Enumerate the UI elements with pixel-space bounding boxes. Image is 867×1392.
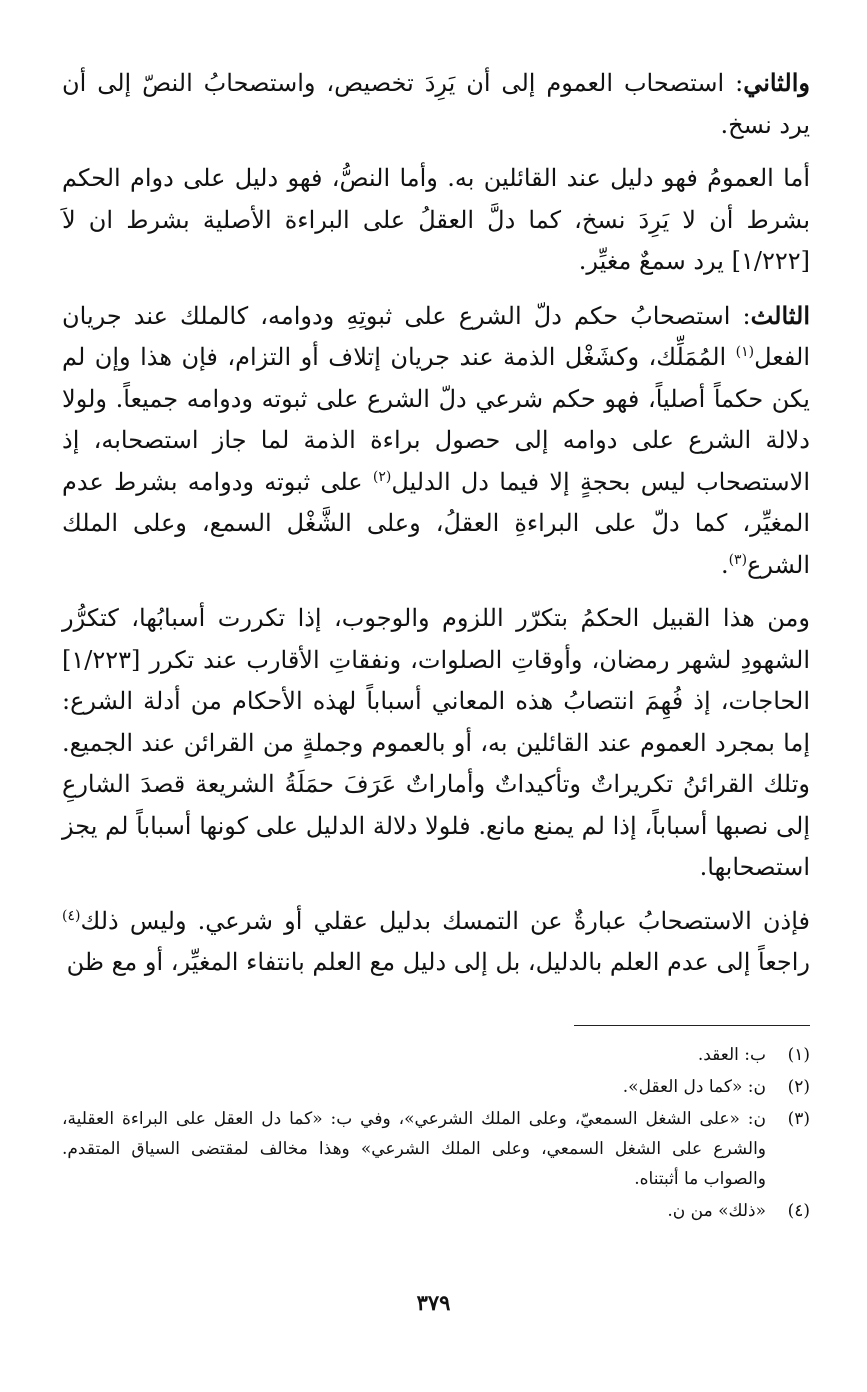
paragraph-text: راجعاً إلى عدم العلم بالدليل، بل إلى دليل مع العلم بانتفاء المغيِّر، أو مع ظن <box>66 948 810 976</box>
footnote <box>62 1040 810 1070</box>
paragraph-general-text: أما العمومُ فهو دليل عند القائلين به. وأما النصُّ، فهو دليل على دوام الحكم بشرط أن لا يَرِدَ نسخ، كما دلَّ العقلُ على البراءة الأصلية بشرط ان لاَ [١/٢٢٢] يرد سمعٌ مغيِّر. <box>62 164 810 275</box>
footnote-number: (٣) <box>787 1109 810 1129</box>
paragraph-text: المُمَلِّك، وكشَغْل الذمة عند جريان إتلاف أو التزام، فإن هذا وإن لم يكن حكماً أصلياً، فهو حكم شرعي دلّ الشرع على ثبوته ودوامه جميعاً. ولولا دلالة الشرع على دوامه إلى حصول براءة الذمة لما جاز استصحابه، إذ الاستصحاب ليس بحجةٍ إلا فيما دل الدليل <box>62 343 810 496</box>
paragraph-label: والثاني <box>743 68 810 97</box>
paragraph-text: : استصحابُ حكم دلّ الشرع على ثبوتِهِ ودوامه، كالملك عند جريان الفعل <box>62 301 810 371</box>
footnote-text: ن: «كما دل العقل». <box>622 1077 766 1097</box>
paragraph-conclusion <box>62 901 810 984</box>
paragraph-third <box>62 295 810 587</box>
footnote-number: (٤) <box>787 1201 810 1221</box>
footnote-reference: (٤) <box>62 907 81 924</box>
paragraph-label: الثالث <box>750 300 810 330</box>
footnote-number: (١) <box>787 1045 810 1065</box>
paragraph-repetition: ومن هذا القبيل الحكمُ بتكرّر اللزوم والوجوب، إذا تكررت أسبابُها، كتكرُّر الشهودِ لشهر رمضان، وأوقاتِ الصلوات، ونفقاتِ الأقارب عند تكرر [١/٢٢٣] الحاجات، إذ فُهِمَ انتصابُ هذه المعاني أسباباً لهذه الأحكام من أدلة الشرع: إما بمجرد العموم عند القائلين به، أو بالعموم وجملةٍ من القرائن عند الجميع. وتلك القرائنُ تكريراتٌ وتأكيداتٌ وأماراتٌ عَرَفَ حمَلَةُ الشريعة قصدَ الشارعِ إلى نصبها أسباباً، إذا لم يمنع مانع. فلولا دلالة الدليل على كونها أسباباً لم يجز استصحابها. <box>62 604 810 881</box>
footnote-reference: (٢) <box>372 468 392 485</box>
paragraph-text: . <box>720 550 729 579</box>
paragraph-text: على ثبوته ودوامه بشرط عدم المغيِّر، كما دلّ على البراءةِ العقلُ، وعلى الشَّغْل السمع، وعلى الملك الشرع <box>62 467 810 579</box>
footnote-text: ب: العقد. <box>697 1045 766 1065</box>
footnotes <box>62 1040 810 1228</box>
footnote-number: (٢) <box>787 1077 810 1097</box>
page-body <box>62 62 810 996</box>
footnote-text: ن: «على الشغل السمعيّ، وعلى الملك الشرعي»، وفي ب: «كما دل العقل على البراءة العقلية، والشرع على الشغل السمعي، وعلى الملك الشرعي» وهذا مخالف لمقتضى السياق المتقدم. والصواب ما أثبتناه. <box>62 1109 766 1189</box>
footnote <box>62 1104 810 1194</box>
paragraph-text: فإذن الاستصحابُ عبارةٌ عن التمسك بدليل عقلي أو شرعي. وليس ذلك <box>80 906 810 935</box>
footnote <box>62 1196 810 1226</box>
footnote-reference: (١) <box>735 344 755 360</box>
footnote-reference: (٣) <box>728 551 748 568</box>
paragraph-second <box>62 62 810 146</box>
paragraph-text: : استصحاب العموم إلى أن يَرِدَ تخصيص، واستصحابُ النصّ إلى أن يرد نسخ. <box>62 69 810 139</box>
footnote-text: «ذلك» من ن. <box>667 1201 766 1221</box>
footnote-divider <box>574 1025 810 1026</box>
footnote <box>62 1072 810 1102</box>
page-number: ٣٧٩ <box>416 1290 451 1315</box>
